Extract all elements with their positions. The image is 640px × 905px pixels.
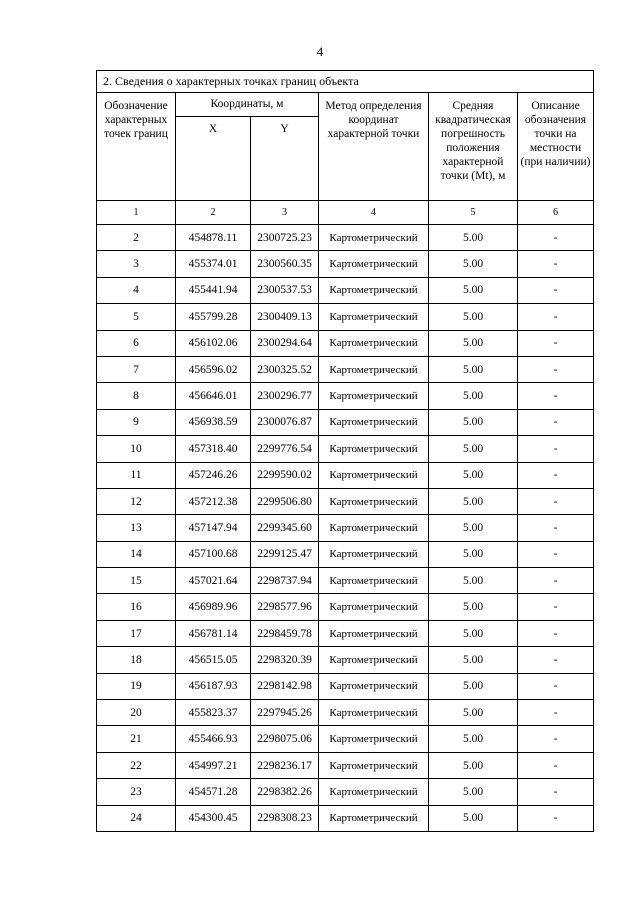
cell-description: -	[518, 752, 594, 778]
cell-point: 8	[97, 383, 176, 409]
cell-y: 2298459.78	[251, 620, 319, 646]
cell-x: 454300.45	[176, 805, 251, 831]
cell-y: 2300076.87	[251, 409, 319, 435]
cell-y: 2300725.23	[251, 225, 319, 251]
cell-error: 5.00	[429, 726, 518, 752]
cell-error: 5.00	[429, 383, 518, 409]
table-row	[97, 225, 594, 251]
cell-error: 5.00	[429, 225, 518, 251]
cell-y: 2297945.26	[251, 700, 319, 726]
cell-description: -	[518, 805, 594, 831]
cell-point: 12	[97, 488, 176, 514]
cell-x: 457212.38	[176, 488, 251, 514]
table-row	[97, 383, 594, 409]
cell-y: 2299590.02	[251, 462, 319, 488]
table-row	[97, 620, 594, 646]
cell-method: Картометрический	[319, 436, 429, 462]
cell-y: 2298075.06	[251, 726, 319, 752]
cell-method: Картометрический	[319, 726, 429, 752]
cell-y: 2300294.64	[251, 330, 319, 356]
cell-x: 457147.94	[176, 515, 251, 541]
cell-error: 5.00	[429, 515, 518, 541]
table-row	[97, 805, 594, 831]
cell-method: Картометрический	[319, 515, 429, 541]
cell-x: 454571.28	[176, 779, 251, 805]
cell-method: Картометрический	[319, 330, 429, 356]
cell-error: 5.00	[429, 594, 518, 620]
cell-point: 23	[97, 779, 176, 805]
cell-error: 5.00	[429, 700, 518, 726]
cell-point: 10	[97, 436, 176, 462]
cell-x: 456938.59	[176, 409, 251, 435]
cell-point: 19	[97, 673, 176, 699]
cell-method: Картометрический	[319, 620, 429, 646]
cell-error: 5.00	[429, 462, 518, 488]
cell-description: -	[518, 541, 594, 567]
cell-error: 5.00	[429, 805, 518, 831]
cell-x: 456646.01	[176, 383, 251, 409]
table-row	[97, 462, 594, 488]
cell-error: 5.00	[429, 436, 518, 462]
table-row	[97, 568, 594, 594]
table-row	[97, 330, 594, 356]
cell-error: 5.00	[429, 647, 518, 673]
cell-x: 457100.68	[176, 541, 251, 567]
cell-point: 11	[97, 462, 176, 488]
table-row	[97, 726, 594, 752]
cell-y: 2299345.60	[251, 515, 319, 541]
cell-y: 2300537.53	[251, 277, 319, 303]
cell-point: 9	[97, 409, 176, 435]
cell-y: 2299506.80	[251, 488, 319, 514]
cell-error: 5.00	[429, 488, 518, 514]
cell-point: 15	[97, 568, 176, 594]
header-method: Метод определения координат характерной точки	[319, 93, 429, 201]
cell-y: 2300560.35	[251, 251, 319, 277]
cell-method: Картометрический	[319, 568, 429, 594]
cell-y: 2298577.96	[251, 594, 319, 620]
table-row	[97, 304, 594, 330]
header-description: Описание обозначения точки на местности (при наличии)	[518, 93, 594, 201]
cell-method: Картометрический	[319, 356, 429, 382]
cell-y: 2298737.94	[251, 568, 319, 594]
cell-description: -	[518, 251, 594, 277]
cell-method: Картометрический	[319, 779, 429, 805]
cell-method: Картометрический	[319, 225, 429, 251]
cell-description: -	[518, 409, 594, 435]
cell-method: Картометрический	[319, 304, 429, 330]
cell-x: 457318.40	[176, 436, 251, 462]
cell-description: -	[518, 330, 594, 356]
cell-y: 2298142.98	[251, 673, 319, 699]
table-row	[97, 356, 594, 382]
cell-description: -	[518, 620, 594, 646]
table-row	[97, 594, 594, 620]
cell-error: 5.00	[429, 568, 518, 594]
cell-x: 456781.14	[176, 620, 251, 646]
cell-description: -	[518, 462, 594, 488]
cell-error: 5.00	[429, 541, 518, 567]
cell-y: 2300296.77	[251, 383, 319, 409]
cell-point: 3	[97, 251, 176, 277]
cell-point: 20	[97, 700, 176, 726]
boundary-points-table	[96, 70, 594, 832]
cell-point: 4	[97, 277, 176, 303]
cell-description: -	[518, 436, 594, 462]
cell-error: 5.00	[429, 251, 518, 277]
cell-x: 454878.11	[176, 225, 251, 251]
cell-method: Картометрический	[319, 383, 429, 409]
cell-x: 457246.26	[176, 462, 251, 488]
cell-y: 2299776.54	[251, 436, 319, 462]
cell-x: 456596.02	[176, 356, 251, 382]
cell-y: 2298320.39	[251, 647, 319, 673]
cell-point: 6	[97, 330, 176, 356]
cell-x: 455823.37	[176, 700, 251, 726]
cell-y: 2298308.23	[251, 805, 319, 831]
table-row	[97, 436, 594, 462]
table-row	[97, 779, 594, 805]
cell-x: 457021.64	[176, 568, 251, 594]
cell-method: Картометрический	[319, 409, 429, 435]
cell-method: Картометрический	[319, 594, 429, 620]
cell-y: 2300325.52	[251, 356, 319, 382]
table-row	[97, 251, 594, 277]
header-y: Y	[251, 117, 319, 201]
cell-description: -	[518, 726, 594, 752]
cell-description: -	[518, 225, 594, 251]
cell-method: Картометрический	[319, 647, 429, 673]
cell-y: 2300409.13	[251, 304, 319, 330]
cell-method: Картометрический	[319, 700, 429, 726]
cell-description: -	[518, 515, 594, 541]
cell-point: 21	[97, 726, 176, 752]
column-number: 4	[319, 201, 429, 225]
table-row	[97, 700, 594, 726]
cell-description: -	[518, 277, 594, 303]
cell-method: Картометрический	[319, 752, 429, 778]
cell-x: 456989.96	[176, 594, 251, 620]
column-numbers-row	[97, 201, 594, 225]
cell-point: 14	[97, 541, 176, 567]
table-row	[97, 488, 594, 514]
cell-x: 456187.93	[176, 673, 251, 699]
cell-method: Картометрический	[319, 462, 429, 488]
cell-description: -	[518, 594, 594, 620]
table-row	[97, 409, 594, 435]
column-number: 5	[429, 201, 518, 225]
cell-error: 5.00	[429, 779, 518, 805]
cell-description: -	[518, 568, 594, 594]
page-number: 4	[316, 44, 324, 59]
cell-y: 2298236.17	[251, 752, 319, 778]
table-row	[97, 752, 594, 778]
cell-method: Картометрический	[319, 277, 429, 303]
cell-error: 5.00	[429, 752, 518, 778]
cell-description: -	[518, 673, 594, 699]
cell-description: -	[518, 488, 594, 514]
cell-description: -	[518, 700, 594, 726]
cell-x: 455799.28	[176, 304, 251, 330]
cell-description: -	[518, 779, 594, 805]
cell-y: 2299125.47	[251, 541, 319, 567]
cell-method: Картометрический	[319, 673, 429, 699]
column-number: 6	[518, 201, 594, 225]
column-number: 3	[251, 201, 319, 225]
cell-description: -	[518, 356, 594, 382]
cell-point: 2	[97, 225, 176, 251]
header-x: X	[176, 117, 251, 201]
cell-point: 7	[97, 356, 176, 382]
cell-x: 455441.94	[176, 277, 251, 303]
cell-x: 456515.05	[176, 647, 251, 673]
cell-error: 5.00	[429, 356, 518, 382]
cell-error: 5.00	[429, 620, 518, 646]
table-row	[97, 515, 594, 541]
cell-description: -	[518, 304, 594, 330]
table-row	[97, 541, 594, 567]
cell-x: 455466.93	[176, 726, 251, 752]
cell-y: 2298382.26	[251, 779, 319, 805]
cell-point: 18	[97, 647, 176, 673]
section-title: 2. Сведения о характерных точках границ объекта	[97, 71, 594, 93]
cell-error: 5.00	[429, 330, 518, 356]
cell-description: -	[518, 383, 594, 409]
cell-point: 22	[97, 752, 176, 778]
cell-description: -	[518, 647, 594, 673]
header-point: Обозначение характерных точек границ	[97, 93, 176, 201]
cell-method: Картометрический	[319, 488, 429, 514]
cell-x: 454997.21	[176, 752, 251, 778]
column-number: 1	[97, 201, 176, 225]
header-coordinates: Координаты, м	[176, 93, 319, 117]
cell-point: 13	[97, 515, 176, 541]
cell-error: 5.00	[429, 673, 518, 699]
cell-method: Картометрический	[319, 805, 429, 831]
cell-point: 16	[97, 594, 176, 620]
cell-error: 5.00	[429, 304, 518, 330]
header-error: Средняя квадратическая погрешность положения характерной точки (Mt), м	[429, 93, 518, 201]
table-row	[97, 277, 594, 303]
column-number: 2	[176, 201, 251, 225]
cell-point: 5	[97, 304, 176, 330]
cell-point: 17	[97, 620, 176, 646]
table-row	[97, 673, 594, 699]
cell-error: 5.00	[429, 277, 518, 303]
cell-method: Картометрический	[319, 251, 429, 277]
cell-error: 5.00	[429, 409, 518, 435]
cell-x: 456102.06	[176, 330, 251, 356]
cell-point: 24	[97, 805, 176, 831]
cell-method: Картометрический	[319, 541, 429, 567]
cell-x: 455374.01	[176, 251, 251, 277]
table-row	[97, 647, 594, 673]
